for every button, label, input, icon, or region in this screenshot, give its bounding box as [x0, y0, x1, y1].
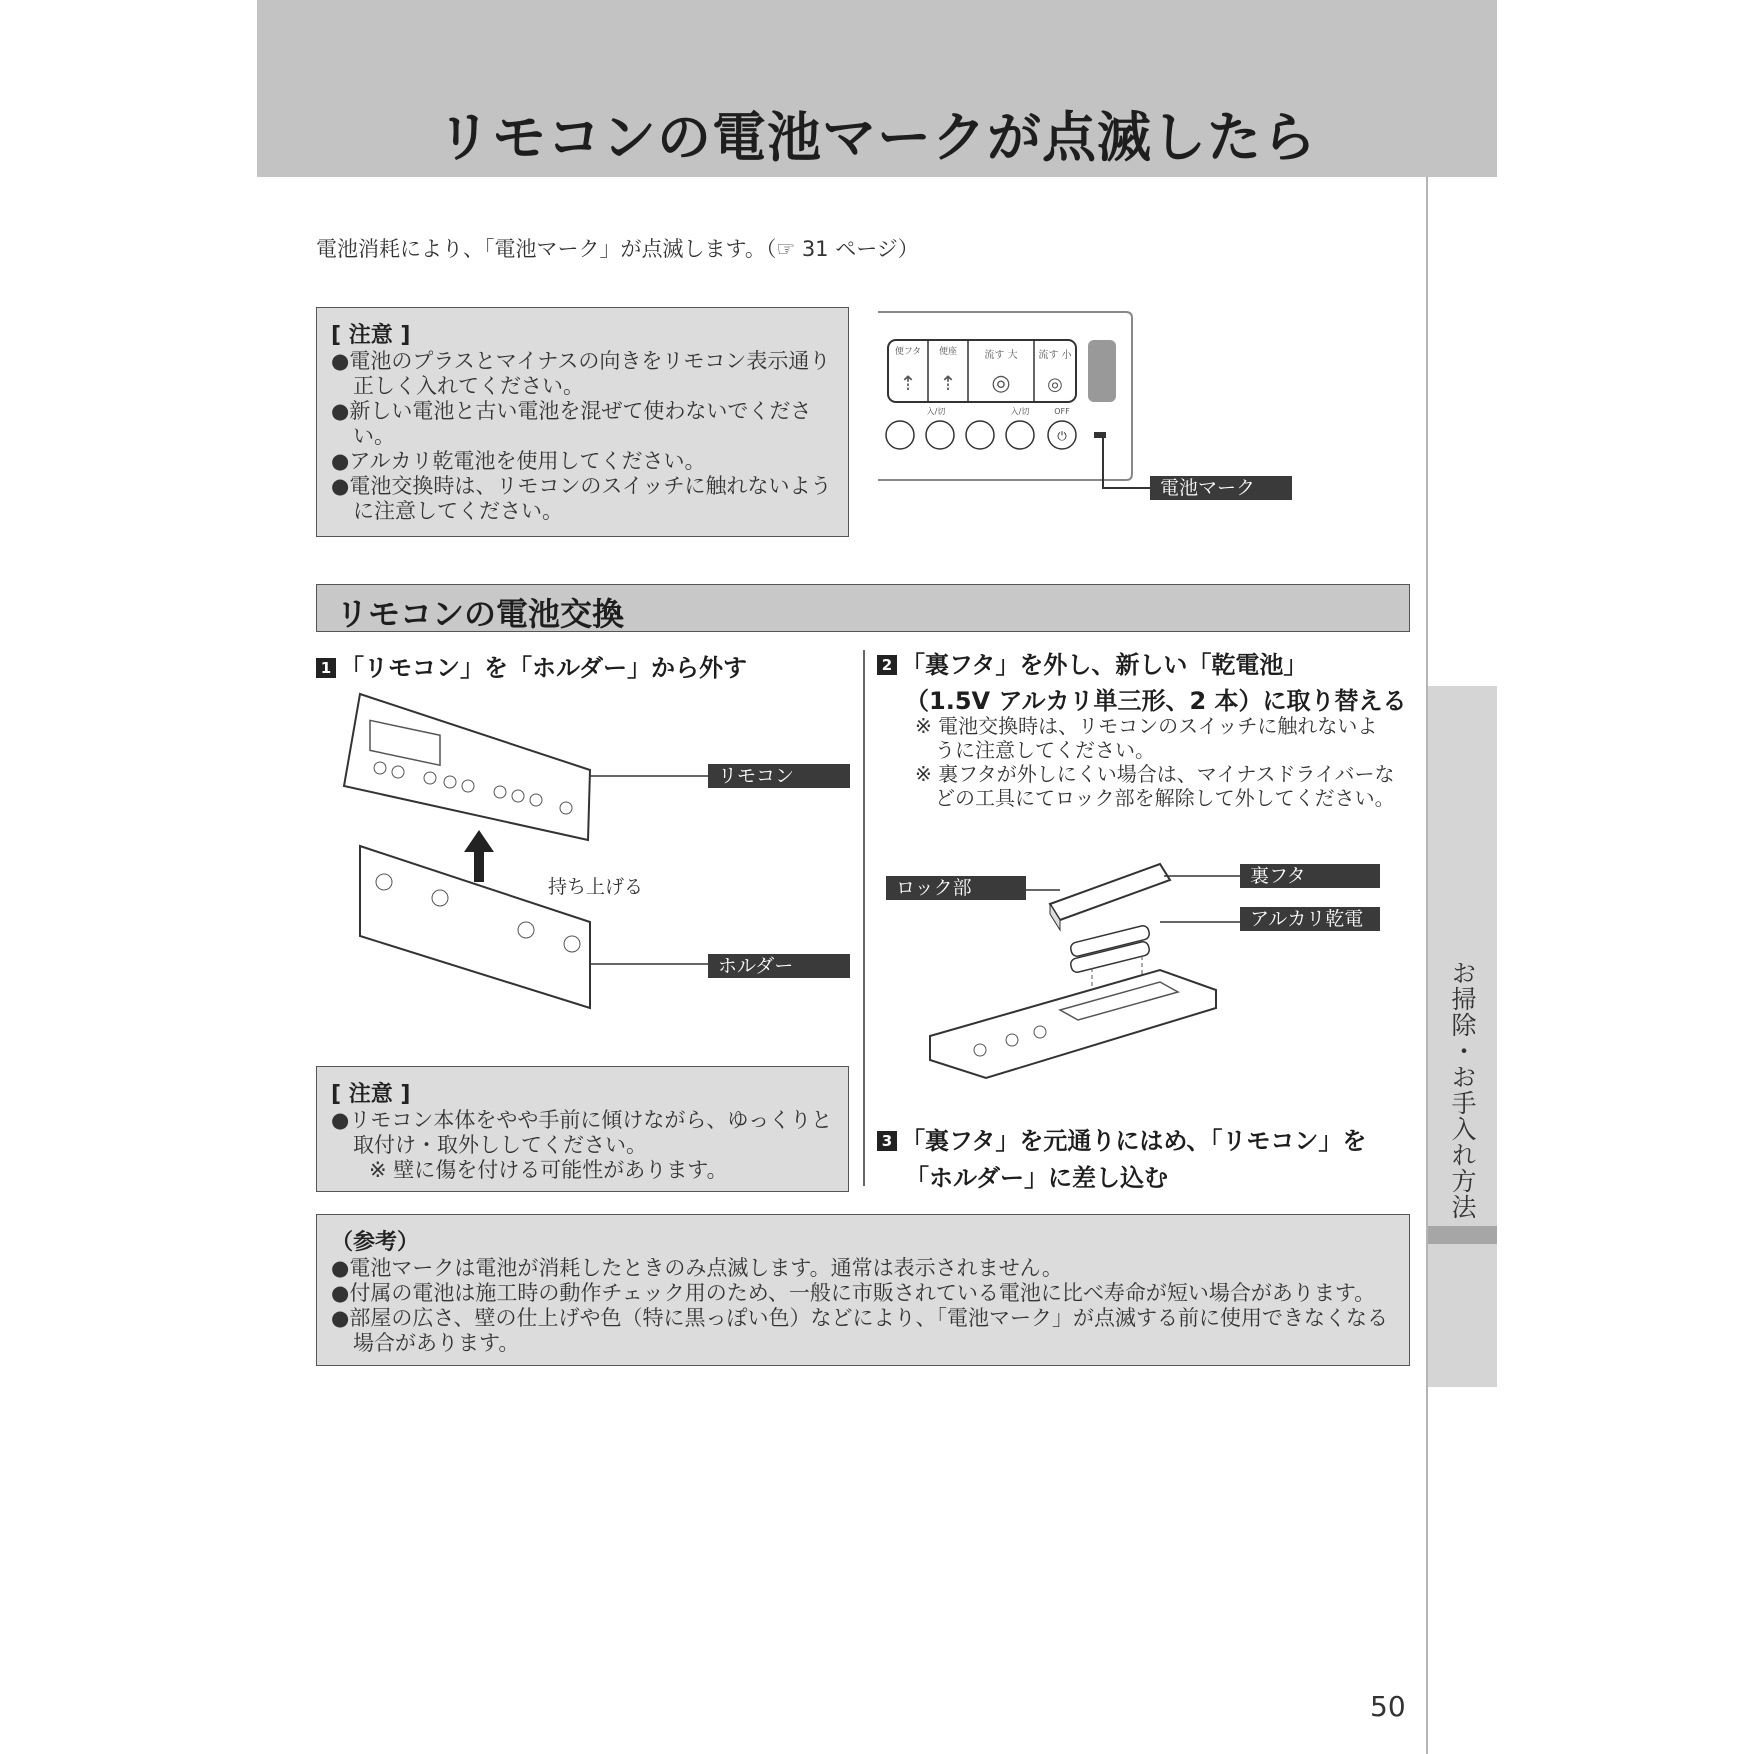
back-cover-label: 裏フタ	[1240, 864, 1380, 888]
step-2-line1: 「裏フタ」を外し、新しい「乾電池」	[901, 651, 1308, 679]
step-number: 1	[316, 658, 336, 678]
battery-mark-label: 電池マーク	[1150, 476, 1292, 500]
caution-item: ● 電池交換時は、リモコンのスイッチに触れないように注意してください。	[331, 474, 834, 524]
svg-text:流す 小: 流す 小	[1038, 350, 1072, 361]
caution-title: [ 注意 ]	[331, 323, 411, 348]
step-3-line2: 「ホルダー」に差し込む	[905, 1164, 1169, 1192]
step-2	[877, 648, 1307, 682]
page-number: 50	[1370, 1690, 1406, 1723]
section-title: リモコンの電池交換	[336, 595, 625, 633]
lock-label: ロック部	[886, 876, 1026, 900]
intro-text: 電池消耗により、「電池マーク」が点滅します。（☞ 31 ページ）	[316, 237, 919, 261]
caution-item: ● 電池のプラスとマイナスの向きをリモコン表示通り正しく入れてください。	[331, 349, 834, 399]
side-tab-label: お掃除・お手入れ方法	[1448, 960, 1477, 1220]
side-tab-marker	[1428, 1226, 1497, 1244]
step-2-line2: （1.5V アルカリ単三形、2 本）に取り替える	[905, 687, 1407, 715]
step-note: ※ 裏フタが外しにくい場合は、マイナスドライバーなどの工具にてロック部を解除して外してください。	[915, 762, 1395, 810]
column-divider	[863, 650, 865, 1186]
step-3	[877, 1124, 1366, 1158]
caution-box-2	[316, 1066, 849, 1192]
svg-text:◎: ◎	[991, 371, 1011, 396]
caution-subnote: ※ 壁に傷を付ける可能性があります。	[369, 1158, 728, 1182]
step-note: ※ 電池交換時は、リモコンのスイッチに触れないように注意してください。	[915, 714, 1378, 762]
caution-box	[316, 307, 849, 537]
step-2-notes	[915, 714, 1395, 810]
step-1	[316, 648, 747, 683]
reference-title: （参考）	[331, 1230, 420, 1255]
svg-text:◎: ◎	[1047, 374, 1063, 395]
reference-item: ● 付属の電池は施工時の動作チェック用のため、一般に市販されている電池に比べ寿命が短い場合があります。	[331, 1281, 1395, 1306]
page-title: リモコンの電池マークが点滅したら	[437, 106, 1317, 169]
step-number: 3	[877, 1131, 897, 1151]
lift-label: 持ち上げる	[548, 876, 644, 898]
step-1-text: 「リモコン」を「ホルダー」から外す	[340, 654, 748, 682]
holder-label: ホルダー	[708, 954, 850, 978]
svg-text:⏻: ⏻	[1057, 429, 1067, 443]
battery-label: アルカリ乾電池	[1240, 907, 1380, 931]
svg-text:入/切: 入/切	[926, 407, 946, 416]
svg-text:⇡: ⇡	[939, 371, 957, 395]
reference-box	[316, 1214, 1410, 1366]
svg-text:流す 大: 流す 大	[984, 350, 1018, 361]
caution-item: ● リモコン本体をやや手前に傾けながら、ゆっくりと取付け・取外ししてください。	[331, 1108, 834, 1158]
svg-text:OFF: OFF	[1054, 407, 1070, 416]
svg-text:便座: 便座	[938, 347, 958, 357]
caution-item: ● 新しい電池と古い電池を混ぜて使わないでください。	[331, 399, 834, 449]
svg-text:便フタ: 便フタ	[894, 347, 922, 357]
step-number: 2	[877, 655, 897, 675]
remote-label: リモコン	[708, 764, 850, 788]
svg-text:⇡: ⇡	[899, 371, 917, 395]
reference-item: ● 電池マークは電池が消耗したときのみ点滅します。通常は表示されません。	[331, 1256, 1395, 1281]
caution-item: ● アルカリ乾電池を使用してください。	[331, 449, 834, 474]
caution-title: [ 注意 ]	[331, 1082, 411, 1107]
reference-item: ● 部屋の広さ、壁の仕上げや色（特に黒っぽい色）などにより、「電池マーク」が点滅する前に使用できなくなる場合があります。	[331, 1306, 1395, 1356]
step-3-line1: 「裏フタ」を元通りにはめ、「リモコン」を	[901, 1127, 1367, 1155]
svg-text:入/切: 入/切	[1010, 407, 1030, 416]
